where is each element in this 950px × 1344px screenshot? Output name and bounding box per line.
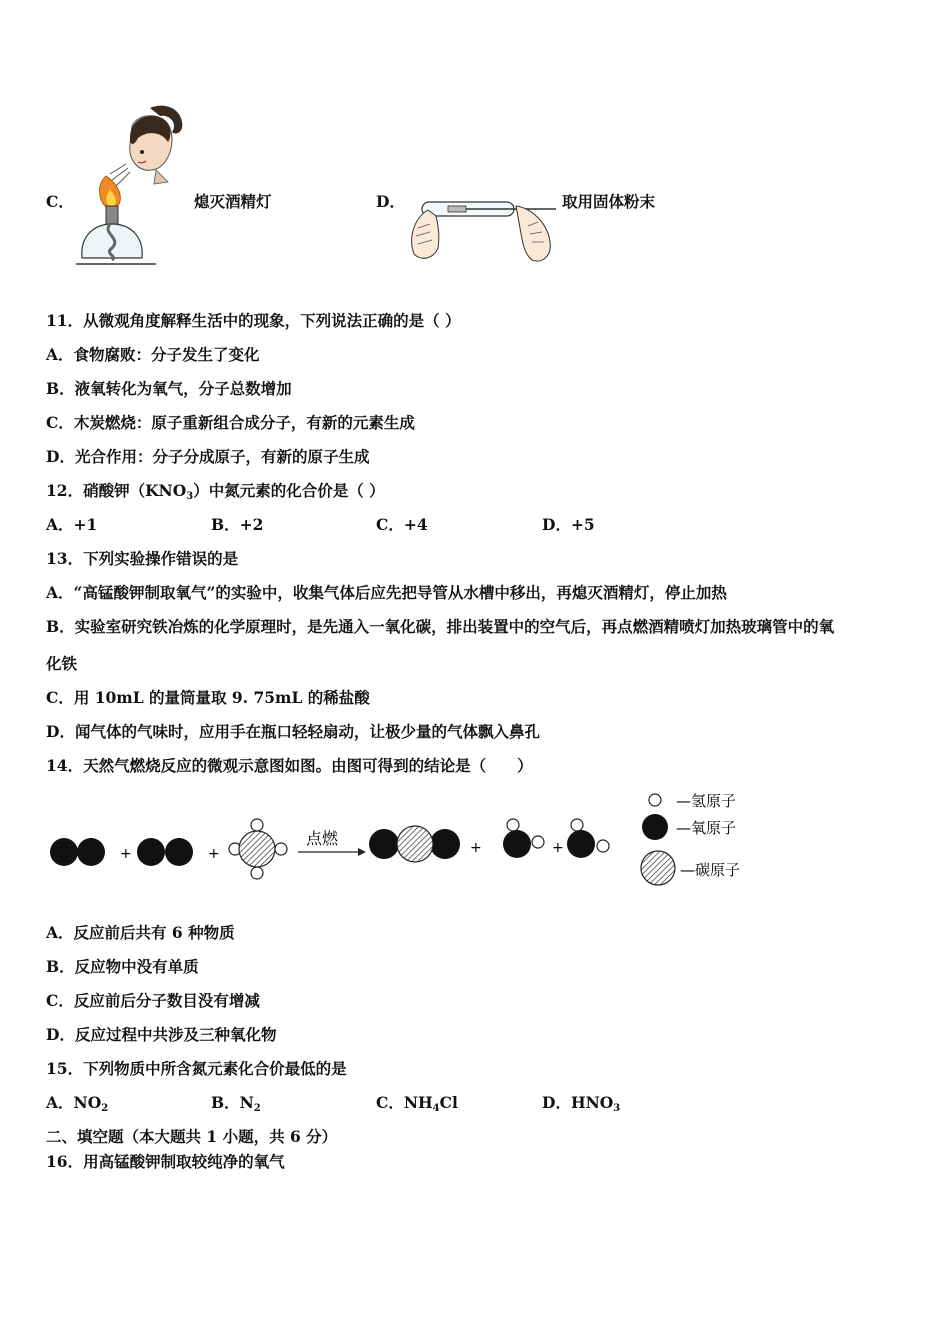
person-figure [130,106,183,184]
q15-option-c [376,1093,458,1119]
q11-option-a: A．食物腐败：分子发生了变化 [46,345,260,364]
q15-option-d [542,1093,620,1119]
q15-c-pre: C．NH [376,1093,433,1112]
q12-stem-post: ）中氮元素的化合价是（ ） [193,481,385,500]
hydrogen-atom-key [649,794,661,806]
q11-option-b: B．液氧转化为氧气，分子总数增加 [46,379,292,398]
q16-stem: 16．用高锰酸钾制取较纯净的氧气 [46,1152,285,1171]
water-molecule [503,819,544,858]
plus-sign: + [120,846,132,862]
blowing-out-lamp-figure [72,98,192,270]
q15-option-a [46,1093,108,1119]
q13-option-c: C．用 10mL 的量筒量取 9. 75mL 的稀盐酸 [46,688,370,707]
reaction-arrow [298,848,366,856]
alcohol-lamp [76,206,156,264]
q14-option-b: B．反应物中没有单质 [46,957,199,976]
arrow-label: 点燃 [306,829,339,848]
plus-sign: + [470,840,482,856]
q13-option-d: D．闻气体的气味时，应用手在瓶口轻轻扇动，让极少量的气体飘入鼻孔 [46,722,540,741]
q14-option-c: C．反应前后分子数目没有增减 [46,991,260,1010]
q14-stem: 14．天然气燃烧反应的微观示意图如图。由图可得到的结论是（ ） [46,756,533,775]
q15-a-pre: A．NO [46,1093,102,1112]
option-d-caption: 取用固体粉末 [562,192,656,211]
q12-stem-pre: 12．硝酸钾（KNO [46,481,187,500]
q15-b-sub: 2 [253,1103,261,1114]
q13-stem: 13．下列实验操作错误的是 [46,549,239,568]
q15-d-sub: 3 [613,1103,621,1114]
q13-option-b-line1: B．实验室研究铁冶炼的化学原理时，是先通入一氧化碳，排出装置中的空气后，再点燃酒精喷灯加热玻璃管中的氧 [46,617,835,636]
option-d-label: D． [376,192,405,211]
q15-a-sub: 2 [101,1103,109,1114]
q11-option-c: C．木炭燃烧：原子重新组合成分子，有新的元素生成 [46,413,415,432]
q12-stem [46,481,385,507]
q12-option-a: A．+1 [46,515,98,534]
q15-option-b [211,1093,261,1119]
methane-combustion-diagram [40,786,770,896]
oxygen-molecule [50,838,105,866]
oxygen-molecule [137,838,193,866]
taking-powder-figure [404,188,564,268]
methane-molecule [229,819,287,879]
q15-stem: 15．下列物质中所含氮元素化合价最低的是 [46,1059,347,1078]
q14-option-d: D．反应过程中共涉及三种氧化物 [46,1025,277,1044]
carbon-atom-key [641,851,675,885]
option-c-caption: 熄灭酒精灯 [194,192,272,211]
legend-oxygen: —氧原子 [676,819,737,837]
q13-option-a: A．“高锰酸钾制取氧气”的实验中，收集气体后应先把导管从水槽中移出，再熄灭酒精灯，停止加热 [46,583,727,602]
q11-stem: 11．从微观角度解释生活中的现象，下列说法正确的是（ ） [46,311,461,330]
plus-sign: + [208,846,220,862]
option-c-label: C． [46,192,74,211]
carbon-dioxide-molecule [369,826,460,862]
water-molecule [567,819,609,858]
oxygen-atom-key [642,814,668,840]
q15-c-post: Cl [439,1093,458,1112]
legend-hydrogen: —氢原子 [676,792,737,810]
q15-b-pre: B．N [211,1093,254,1112]
atom-legend [641,792,740,885]
legend-carbon: —碳原子 [680,861,741,879]
q12-option-d: D．+5 [542,515,595,534]
q13-option-b-line2: 化铁 [46,654,78,673]
plus-sign: + [552,840,564,856]
q12-option-b: B．+2 [211,515,264,534]
section-heading: 二、填空题（本大题共 1 小题，共 6 分） [46,1127,338,1146]
q15-c-sub: 4 [432,1103,440,1114]
q12-stem-sub: 3 [186,491,194,502]
q14-option-a: A．反应前后共有 6 种物质 [46,923,235,942]
q15-d-pre: D．HNO [542,1093,614,1112]
q12-option-c: C．+4 [376,515,428,534]
q11-option-d: D．光合作用：分子分成原子，有新的原子生成 [46,447,370,466]
